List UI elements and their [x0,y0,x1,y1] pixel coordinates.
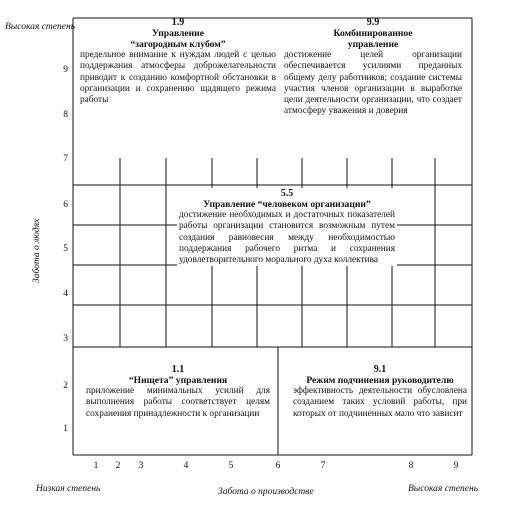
style-code: 1.1 [171,364,185,375]
x-axis-title: Забота о производстве [218,487,314,497]
style-1-1-block [86,364,270,420]
x-tick-label: 6 [275,461,281,471]
style-title-line: Режим подчинения руководителю [306,375,454,386]
x-tick-label: 2 [115,461,121,471]
style-1-9-block [80,17,276,106]
x-tick-label: 1 [93,461,99,471]
y-tick-label: 3 [63,334,68,344]
style-title-line: “Нищета” управления [128,375,228,386]
style-code: 5.5 [280,188,294,199]
y-axis-title: Забота о людях [32,218,42,283]
style-code: 1.9 [171,17,185,28]
style-title-line: управление [347,39,399,50]
y-tick-label: 7 [63,154,68,164]
style-description: эффективность деятельности обусловлена созданием таких условий работы, при которых от подчиненных мало что зависит [293,386,467,419]
style-9-1-block [293,364,467,420]
style-code: 9.9 [366,17,380,28]
y-tick-label: 8 [63,110,68,120]
y-tick-label: 6 [63,200,68,210]
style-9-9-block [284,17,462,118]
style-title-line: Управление [152,28,204,39]
style-5-5-block [177,188,397,266]
y-tick-label: 4 [63,289,68,299]
style-title-line: Комбинированное [333,28,413,39]
style-description: достижение необходимых и достаточных показателей работы организации становится возможным путем создания равновесия между необходимостью поддержания рабочего ритма и сохранения удовлетворительного морального духа коллектива [179,210,395,266]
y-tick-label: 2 [63,381,68,391]
style-code: 9.1 [373,364,387,375]
y-tick-label: 9 [63,65,68,75]
style-title-line: “загородным клубом” [130,39,226,50]
x-tick-label: 4 [183,461,189,471]
style-title-line: Управление “человеком организации” [203,199,371,210]
style-description: приложение минимальных усилий для выполнения работы соответствует целям сохранения принадлежности к организации [86,386,270,419]
x-tick-label: 3 [138,461,144,471]
y-tick-label: 1 [63,424,68,434]
style-description: предельное внимание к нуждам людей с целью поддержания атмосферы доброжелательности приводит к созданию комфортной обстановки в организации и сохранению щадящего режима работы [80,50,276,106]
x-tick-label: 8 [408,461,414,471]
x-tick-label: 7 [320,461,326,471]
corner-bottom-right-label: Высокая степень [408,484,479,494]
x-tick-label: 5 [228,461,234,471]
y-tick-label: 5 [63,244,68,254]
x-tick-label: 9 [453,461,459,471]
corner-top-left-label: Высокая степень [5,22,76,32]
style-description: достижение целей организации обеспечивается усилиями преданных общему делу работников; создание системы участия членов организации в выработке цели деятельности организации, что создает атмосферу уважения и доверия [284,50,462,117]
corner-bottom-left-label: Низкая степень [36,484,101,494]
